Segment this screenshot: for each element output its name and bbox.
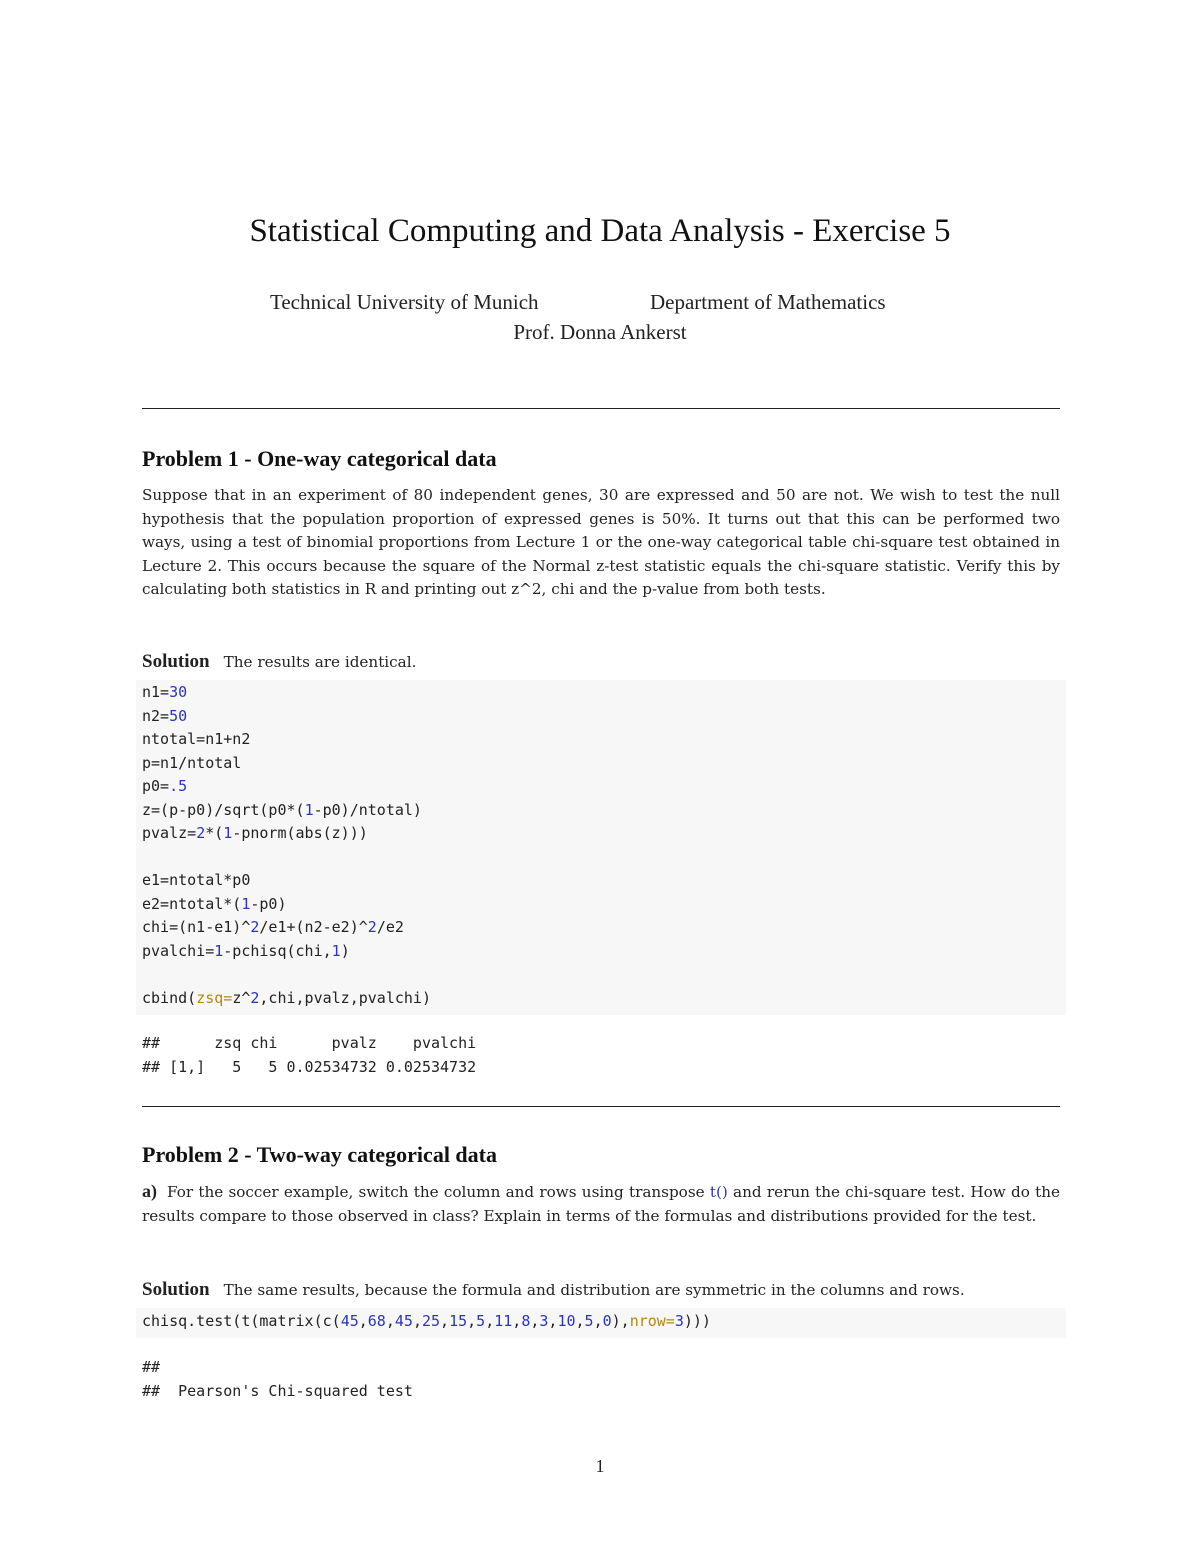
code-listing-2: [142, 1310, 711, 1334]
part-label: a): [142, 1181, 157, 1201]
code-line: e1=ntotal*p0: [142, 871, 251, 889]
code-line: p0=.5: [142, 777, 188, 795]
solution-label: Solution: [142, 1279, 210, 1300]
department: Department of Mathematics: [650, 290, 886, 314]
solution-label: Solution: [142, 651, 210, 672]
divider: [142, 408, 1060, 409]
transpose-function: t(): [709, 1183, 728, 1201]
problem-1-heading: Problem 1 - One-way categorical data: [142, 446, 497, 471]
problem-1-solution: [142, 651, 416, 673]
code-line: n2=50: [142, 706, 188, 725]
code-line: cbind(zsq=z^2,chi,pvalz,pvalchi): [142, 988, 431, 1007]
problem-1-text: Suppose that in an experiment of 80 independent genes, 30 are expressed and 50 are not. We wish to test the null hypothesis that the population proportion of expressed genes is 50%. It turns out that this can be performed two ways, using a test of binomial proportions from Lecture 1 or the one-way categorical table chi-square test obtained in Lecture 2. This occurs because the square of the Normal z-test statistic equals the chi-square statistic. Verify this by calculating both statistics in R and printing out z^2, chi and the p-value from both tests.: [142, 486, 1060, 598]
code-line: p=n1/ntotal: [142, 753, 242, 772]
output-line: ## zsq chi pvalz pvalchi: [142, 1034, 477, 1052]
university: Technical University of Munich: [270, 290, 539, 314]
page-number: 1: [595, 1456, 605, 1476]
code-line: chisq.test(t(matrix(c(45,68,45,25,15,5,11,8,3,10,5,0),nrow=3))): [142, 1312, 711, 1330]
divider: [142, 1106, 1060, 1107]
solution-text: The same results, because the formula and distribution are symmetric in the columns and rows.: [223, 1281, 965, 1299]
problem-2-solution: [142, 1279, 965, 1301]
output-line: ## [1,] 5 5 0.02534732 0.02534732: [142, 1058, 477, 1076]
code-line: ntotal=n1+n2: [142, 730, 251, 748]
code-line: pvalz=2*(1-pnorm(abs(z))): [142, 824, 368, 842]
code-line: chi=(n1-e1)^2/e1+(n2-e2)^2/e2: [142, 918, 404, 936]
problem-2-text: a) For the soccer example, switch the column and rows using transpose t() and rerun the chi-square test. How do the results compare to those observed in class? Explain in terms of the formulas and distributions provided for the test.: [142, 1181, 1060, 1225]
code-listing-1: [142, 681, 431, 1010]
problem-2-heading: Problem 2 - Two-way categorical data: [142, 1142, 497, 1167]
document-title: Statistical Computing and Data Analysis - Exercise 5: [249, 213, 951, 249]
code-line: z=(p-p0)/sqrt(p0*(1-p0)/ntotal): [142, 800, 422, 819]
author: Prof. Donna Ankerst: [513, 320, 687, 344]
code-line: pvalchi=1-pchisq(chi,1): [142, 941, 350, 960]
code-line: n1=30: [142, 683, 188, 701]
code-line: e2=ntotal*(1-p0): [142, 894, 287, 913]
output-line: ## Pearson's Chi-squared test: [142, 1382, 413, 1400]
output-line: ##: [142, 1358, 161, 1376]
solution-text: The results are identical.: [223, 653, 417, 671]
